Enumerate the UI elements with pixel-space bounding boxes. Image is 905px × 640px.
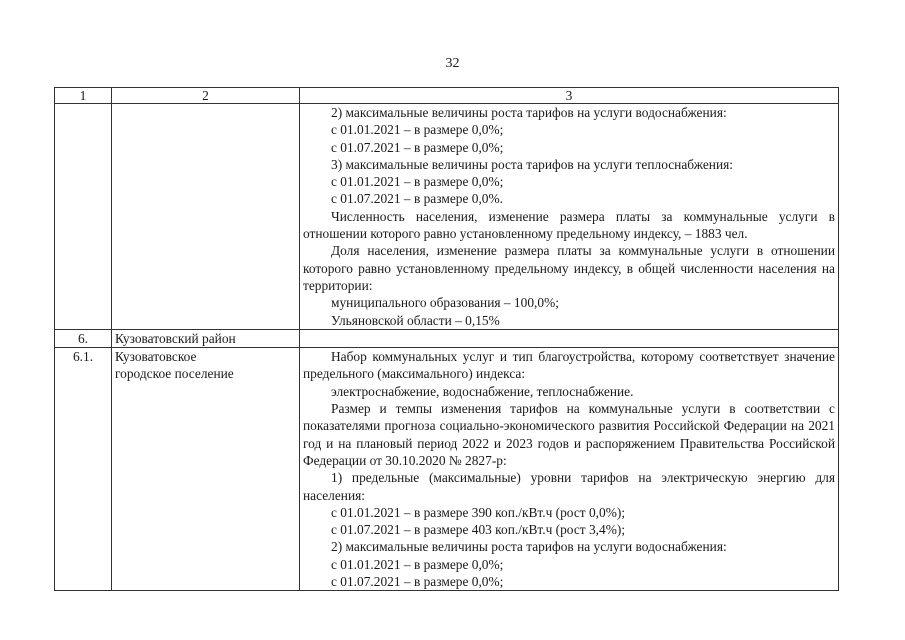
content-line: Ульяновской области – 0,15% xyxy=(331,312,500,328)
territory-name-cell xyxy=(112,104,300,330)
content-line: с 01.07.2021 – в размере 0,0%. xyxy=(331,191,503,207)
territory-name-line: Кузоватовский район xyxy=(115,330,236,346)
territory-name-line: Кузоватовское xyxy=(115,349,197,365)
territory-name-line: городское поселение xyxy=(115,366,234,382)
table-body xyxy=(55,104,839,591)
tariff-content-cell xyxy=(300,329,839,347)
territory-name-cell xyxy=(112,348,300,591)
content-line: с 01.07.2021 – в размере 0,0%; xyxy=(331,139,504,155)
content-line: 2) максимальные величины роста тарифов на услуги водоснабжения: xyxy=(331,105,727,120)
row-number xyxy=(55,104,112,330)
content-line: 3) максимальные величины роста тарифов на услуги теплоснабжения: xyxy=(331,156,733,172)
content-line: с 01.07.2021 – в размере 0,0%; xyxy=(331,574,504,590)
content-paragraph: Размер и темпы изменения тарифов на коммунальные услуги в соответствии с показателями прогноза социально-экономического развития Российской Федерации на 2021 год и на плановый период 2022 и 2023 годов и распоряжением Правительства Российской Федерации от 30.10.2020 № 2827-р: xyxy=(303,401,835,468)
tariff-content-cell xyxy=(300,348,839,591)
content-line: муниципального образования – 100,0%; xyxy=(331,295,559,311)
column-header-1: 1 xyxy=(55,88,112,104)
tariff-table xyxy=(54,87,839,591)
column-header-2: 2 xyxy=(112,88,300,104)
tariff-content-cell xyxy=(300,104,839,330)
table-row xyxy=(55,329,839,347)
content-paragraph: 1) предельные (максимальные) уровни тарифов на электрическую энергию для населения: xyxy=(303,470,835,503)
page-number: 32 xyxy=(445,56,460,71)
content-line: с 01.01.2021 – в размере 0,0%; xyxy=(331,556,504,572)
row-number: 6. xyxy=(55,329,112,347)
table-row xyxy=(55,104,839,330)
content-line: с 01.01.2021 – в размере 0,0%; xyxy=(331,174,504,190)
content-paragraph: Доля населения, изменение размера платы за коммунальные услуги в отношении которого равно установленному предельному индексу, в общей численности населения на территории: xyxy=(303,243,835,293)
content-line: электроснабжение, водоснабжение, теплоснабжение. xyxy=(331,383,634,399)
content-paragraph: Численность населения, изменение размера платы за коммунальные услуги в отношении которого равно установленному предельному индексу, – 1883 чел. xyxy=(303,208,835,242)
row-number: 6.1. xyxy=(55,348,112,591)
table-row xyxy=(55,348,839,591)
content-line: 2) максимальные величины роста тарифов на услуги водоснабжения: xyxy=(331,539,727,555)
content-line: с 01.07.2021 – в размере 403 коп./кВт.ч (рост 3,4%); xyxy=(331,522,626,538)
content-line: с 01.01.2021 – в размере 390 коп./кВт.ч (рост 0,0%); xyxy=(331,504,626,520)
column-header-3: 3 xyxy=(300,88,839,104)
territory-name-cell xyxy=(112,329,300,347)
table-header-row xyxy=(55,88,839,104)
content-paragraph: Набор коммунальных услуг и тип благоустройства, которому соответствует значение предельного (максимального) индекса: xyxy=(303,349,835,382)
content-line: с 01.01.2021 – в размере 0,0%; xyxy=(331,122,504,138)
